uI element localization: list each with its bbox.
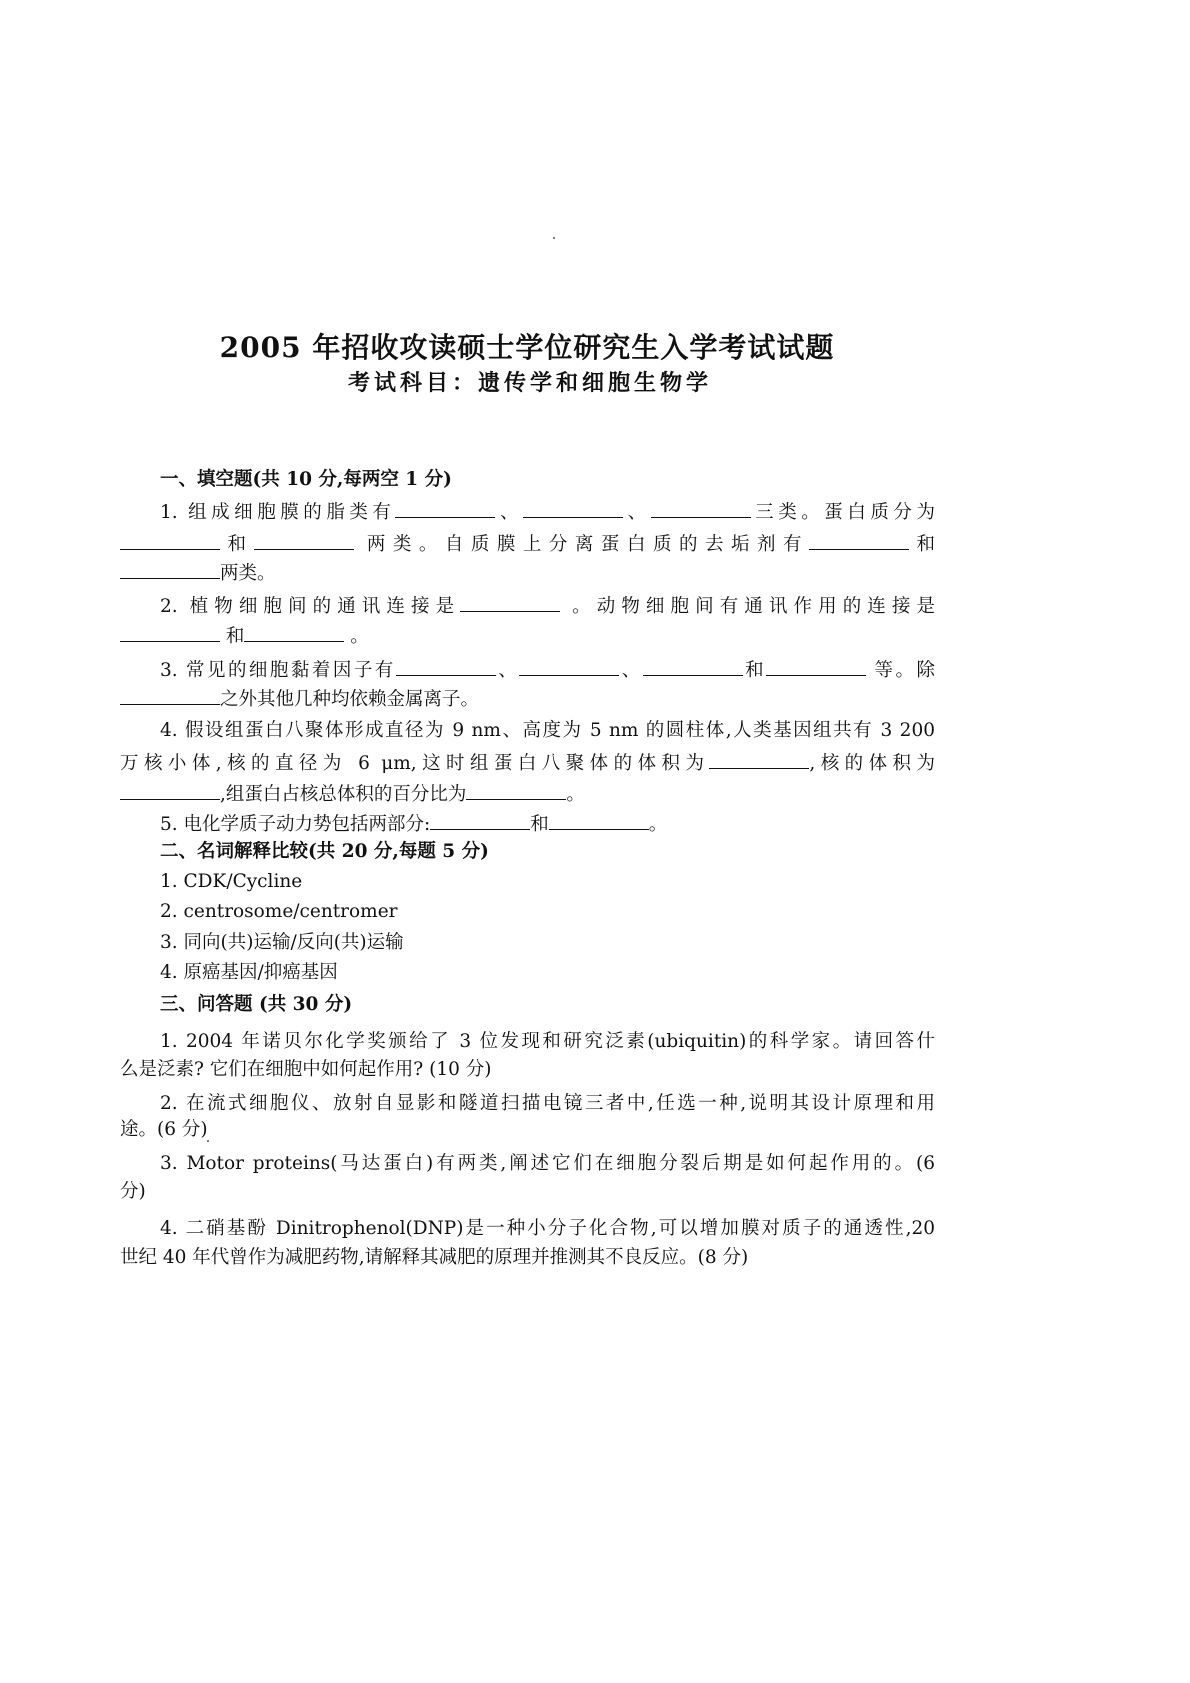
answer-blank: [244, 623, 344, 642]
scan-speck: [207, 1140, 209, 1142]
section-heading: [160, 840, 489, 864]
answer-blank: [120, 560, 220, 579]
line-text: 二、名词解释比较(共 20 分,每题 5 分): [160, 841, 489, 862]
exam-title-text: 2005 年招收攻读硕士学位研究生入学考试试题: [219, 331, 835, 364]
answer-blank: [549, 811, 649, 830]
line-text: 4. 原癌基因/抑癌基因: [160, 962, 338, 983]
line-text: 和: [530, 814, 549, 835]
answer-blank: [519, 657, 619, 676]
line-text: 和: [220, 626, 245, 647]
text-line: [120, 686, 479, 712]
line-text: 3. 同向(共)运输/反向(共)运输: [160, 932, 404, 953]
answer-blank: [651, 499, 751, 518]
line-text: 、: [495, 502, 524, 523]
line-text: 。: [344, 626, 369, 647]
answer-blank: [766, 657, 866, 676]
line-text: 和: [220, 534, 254, 555]
line-text: 和: [742, 660, 767, 681]
text-line: [160, 1152, 935, 1176]
line-text: 4. 二硝基酚 Dinitrophenol(DNP)是一种小分子化合物,可以增加膜对质子的通透性,20: [160, 1218, 935, 1239]
line-text: 。: [566, 784, 585, 805]
line-text: 2. 在流式细胞仪、放射自显影和隧道扫描电镜三者中,任选一种,说明其设计原理和用: [160, 1093, 935, 1114]
text-line: [160, 931, 404, 955]
answer-blank: [396, 657, 496, 676]
line-text: 2. 植物细胞间的通讯连接是: [160, 596, 461, 617]
text-line: [160, 719, 935, 743]
answer-blank: [120, 686, 220, 705]
line-text: 5. 电化学质子动力势包括两部分:: [160, 814, 431, 835]
answer-blank: [120, 623, 220, 642]
exam-subject: [0, 366, 1190, 397]
line-text: 三、问答题 (共 30 分): [160, 994, 353, 1015]
text-line: [120, 1180, 146, 1204]
text-line: [160, 811, 667, 837]
text-line: [160, 1092, 935, 1116]
line-text: 和: [908, 534, 935, 555]
answer-blank: [466, 781, 566, 800]
line-text: 万核小体,核的直径为 6 μm,这时组蛋白八聚体的体积为: [120, 753, 710, 774]
answer-blank: [460, 593, 560, 612]
line-text: 3. Motor proteins(马达蛋白)有两类,阐述它们在细胞分裂后期是如何起作用的。(6: [160, 1153, 935, 1174]
text-line: [160, 1217, 935, 1241]
line-text: 、: [619, 660, 643, 681]
text-line: [120, 531, 935, 557]
line-text: 。动物细胞间有通讯作用的连接是: [560, 596, 935, 617]
answer-blank: [430, 811, 530, 830]
text-line: [120, 1246, 748, 1270]
text-line: [120, 1058, 491, 1082]
line-text: 1. 组成细胞膜的脂类有: [160, 502, 396, 523]
line-text: ,核的体积为: [809, 753, 935, 774]
line-text: 么是泛素? 它们在细胞中如何起作用? (10 分): [120, 1059, 492, 1080]
line-text: 3. 常见的细胞黏着因子有: [160, 660, 396, 681]
line-text: 、: [495, 660, 520, 681]
text-line: [160, 900, 398, 924]
text-line: [120, 623, 369, 649]
text-line: [120, 560, 276, 586]
text-line: [160, 593, 935, 619]
line-text: 4. 假设组蛋白八聚体形成直径为 9 nm、高度为 5 nm 的圆柱体,人类基因组共有 3 200: [160, 720, 935, 741]
text-line: [160, 499, 935, 525]
line-text: 。: [648, 814, 668, 835]
answer-blank: [709, 750, 809, 769]
answer-blank: [120, 781, 220, 800]
answer-blank: [395, 499, 495, 518]
line-text: 之外其他几种均依赖金属离子。: [220, 689, 480, 710]
text-line: [120, 750, 935, 776]
line-text: ,组蛋白占核总体积的百分比为: [220, 784, 467, 805]
text-line: [160, 657, 935, 683]
text-line: [120, 1118, 208, 1142]
text-line: [160, 870, 302, 894]
line-text: 等。除: [866, 660, 935, 681]
line-text: 2. centrosome/centromer: [160, 901, 398, 922]
line-text: 、: [623, 502, 651, 523]
line-text: 两类。: [220, 563, 276, 584]
text-line: [160, 1030, 935, 1054]
line-text: 1. CDK/Cycline: [160, 871, 303, 892]
answer-blank: [120, 531, 220, 550]
section-heading: [160, 468, 452, 492]
line-text: 一、填空题(共 10 分,每两空 1 分): [160, 469, 452, 490]
text-line: [120, 781, 585, 807]
scan-speck: [553, 237, 555, 239]
line-text: 两类。自质膜上分离蛋白质的去垢剂有: [353, 534, 809, 555]
line-text: 1. 2004 年诺贝尔化学奖颁给了 3 位发现和研究泛素(ubiquitin)的科学家。请回答什: [160, 1031, 935, 1052]
text-line: [160, 961, 338, 985]
section-heading: [160, 993, 352, 1017]
answer-blank: [523, 499, 623, 518]
line-text: 三类。蛋白质分为: [750, 502, 935, 523]
line-text: 分): [120, 1181, 146, 1202]
line-text: 世纪 40 年代曾作为减肥药物,请解释其减肥的原理并推测其不良反应。(8 分): [120, 1247, 749, 1268]
exam-title: [0, 326, 1190, 366]
answer-blank: [809, 531, 909, 550]
line-text: 途。(6 分): [120, 1119, 208, 1140]
exam-subject-text: 考试科目：遗传学和细胞生物学: [347, 370, 712, 396]
answer-blank: [643, 657, 743, 676]
answer-blank: [254, 531, 354, 550]
